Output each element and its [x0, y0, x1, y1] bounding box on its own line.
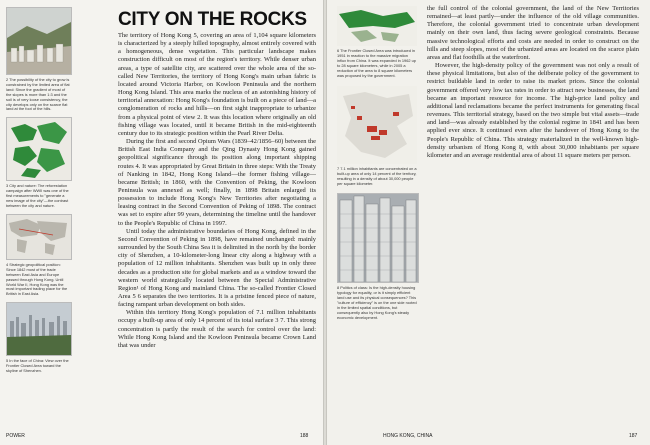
paragraph: During the first and second Opium Wars (1839–42/1856–60) between the British East India Company and the Qing Dynasty Hong Kong gained geopolitical significance through its position along important shipping routes 4. It was appropriated by Great Britain in three steps: With the Treaty of Nanking in 1842, Hong Kong Island—the former fishing village—became British; in 1860, with the Convention of Peking, the Kowloon Peninsula was annexed as well; finally, in 1898 Britain enlarged its possession to include Hong Kong's New Territories after negotiating a leasing contract in the Second Convention of Peking of 1898. The contract was set to expire after 99 years, determining the timeline until the handover to the People's Republic of China in 1997.	[118, 138, 316, 227]
right-body-text	[427, 5, 639, 160]
paragraph: Until today the administrative boundaries of Hong Kong, defined in the Second Convention of Peking in 1898, have remained unchanged: mainly surrounded by the South China Sea it is delimited in the north by the border city of Shenzhen, a 10-kilometer-long linear city along a highway with a population of 12 million inhabitants. Shenzhen was built up in only three decades as a production site for global markets and as a window toward the western world strategically located between the Special Administrative Region¹ of Hong Kong and mainland China. The so-called Frontier Closed Area 5 6 separates the two territories. It is a pristine fenced piece of nature, facing rampant urban development on both sides.	[118, 227, 316, 309]
high-rise-photo	[337, 193, 419, 283]
caption-3: 3 City and nature: The reforestation campaign after WWII was one of the first measurements to "generate a new image of the city"—the contrast between the city and nature.	[6, 183, 69, 208]
paragraph: However, the high-density policy of the government was not only a result of these physical limitations, but also of the deliberate policy of the government to restrict buildable land in order to raise its market prices. Since the colonial government offered very low tax rates in order to attract new businesses, the land became an important resource for income. The high-price land policy and additional land reclamations became the perfect instruments for generating fiscal revenues. This territorial strategy, based on the two simple but vital assets—trade and land—was already established by the colonial regime in 1841 and has been applied ever since. It continued even after the handover of Hong Kong to the People's Republic of China. This strategy materialized in the well-known high-density urbanism of Hong Kong 8, with about 30,000 inhabitants per square kilometer and an average residential area of about 11 square meters per person.	[427, 62, 639, 159]
left-caption-column	[6, 7, 70, 374]
folio-label-left: POWER	[6, 433, 25, 439]
left-body-text	[118, 32, 316, 350]
caption-2: 2 The possibility of the city to grow is constrained by the limited area of flat land: Since the gradient of most of the slopes is more than 1:3 and the soil is of very loose consistency, the city develops only on the scarce flat land at the foot of the hills.	[6, 77, 70, 112]
left-page	[0, 0, 323, 445]
folio-number-left: 188	[300, 433, 309, 439]
right-caption-column	[337, 6, 417, 320]
shenzhen-photo	[6, 302, 72, 356]
folio-label-right: HONG KONG, CHINA	[383, 433, 433, 439]
hillside-photo	[6, 7, 72, 75]
folio-number-right: 187	[629, 433, 638, 439]
caption-8: 8 Politics of class: Is the high-density housing typology for equality, or is it simply efficient land use and its physical consequences? This "culture of efficiency" is on the one side rooted in the limited spatial conditions, but consequently also by Hong Kong's steady economic development.	[337, 285, 417, 320]
page-title: CITY ON THE ROCKS	[118, 9, 307, 30]
caption-5: 5 In the face of China: View over the Frontier Closed Area toward the skyline of Shenzhen.	[6, 358, 69, 374]
paragraph: Within this territory Hong Kong's population of 7.1 million inhabitants occupy a built-up area of only 14 percent of its total surface 3 7. This strong concentration is partly the result of the search for control over the land: While Hong Kong Island and the Kowloon Peninsula became Crown Land that was under	[118, 309, 316, 349]
frontier-map	[337, 6, 417, 46]
caption-7: 7 7.1 million inhabitants are concentrated on a built-up area of only 14 percent of the territory, resulting in a density of about 30,000 people per square kilometer.	[337, 166, 417, 187]
built-up-area-map	[337, 86, 417, 164]
right-page	[327, 0, 650, 445]
paragraph: The territory of Hong Kong 5, covering an area of 1,104 square kilometers is characterized by a steeply hilled topography, almost entirely covered with a homogeneous, dense vegetation. This particular landscape makes construction difficult on most of the region's territory. While denser urban areas, a type of satellite city, are scattered over the whole area of the so-called New Territories, the territory of Hong Kong's main urban fabric is located around Victoria Harbor, on Kowloon Peninsula and the northern Hong Kong Island. This area marks the nucleus of an astonishing history of territorial annexation: Hong Kong's foundation is built on a piece of land—a conglomeration of rocks and hills—on first sight inappropriate to urbanize from a physical point of view 2. It was this location where originally an old fishing village was located, until it became British in the mid-eighteenth century due to its strategic position within the Pearl River Delta.	[118, 32, 316, 137]
paragraph: the full control of the colonial government, the land of the New Territories remained—at least partly—under the influence of the old village communities. Therefore, the colonial government tried to concentrate urban development mainly on their own land, thus facing severe geological constraints. Because massive technological efforts and costs are needed in order to construct on the hills and steep slopes, most of the urbanized areas are located on the scarce plain areas and flat foothills at the waterfront.	[427, 5, 639, 61]
greenery-map	[6, 117, 72, 181]
caption-4: 4 Strategic geopolitical position: Since 1842 most of the trade between East Asia and Europe passed through Hong Kong. Until World War II, Hong Kong was the most important trading place for the British in East Asia.	[6, 261, 68, 297]
world-map	[6, 214, 72, 260]
caption-6: 6 The Frontier Closed Area was introduced in 1951 in reaction to the massive migration influx from China. It was expanded in 1962 up to 28 square kilometers, while in 2005 a reduction of the area to 8 square kilometers was proposed by the government.	[337, 48, 416, 78]
